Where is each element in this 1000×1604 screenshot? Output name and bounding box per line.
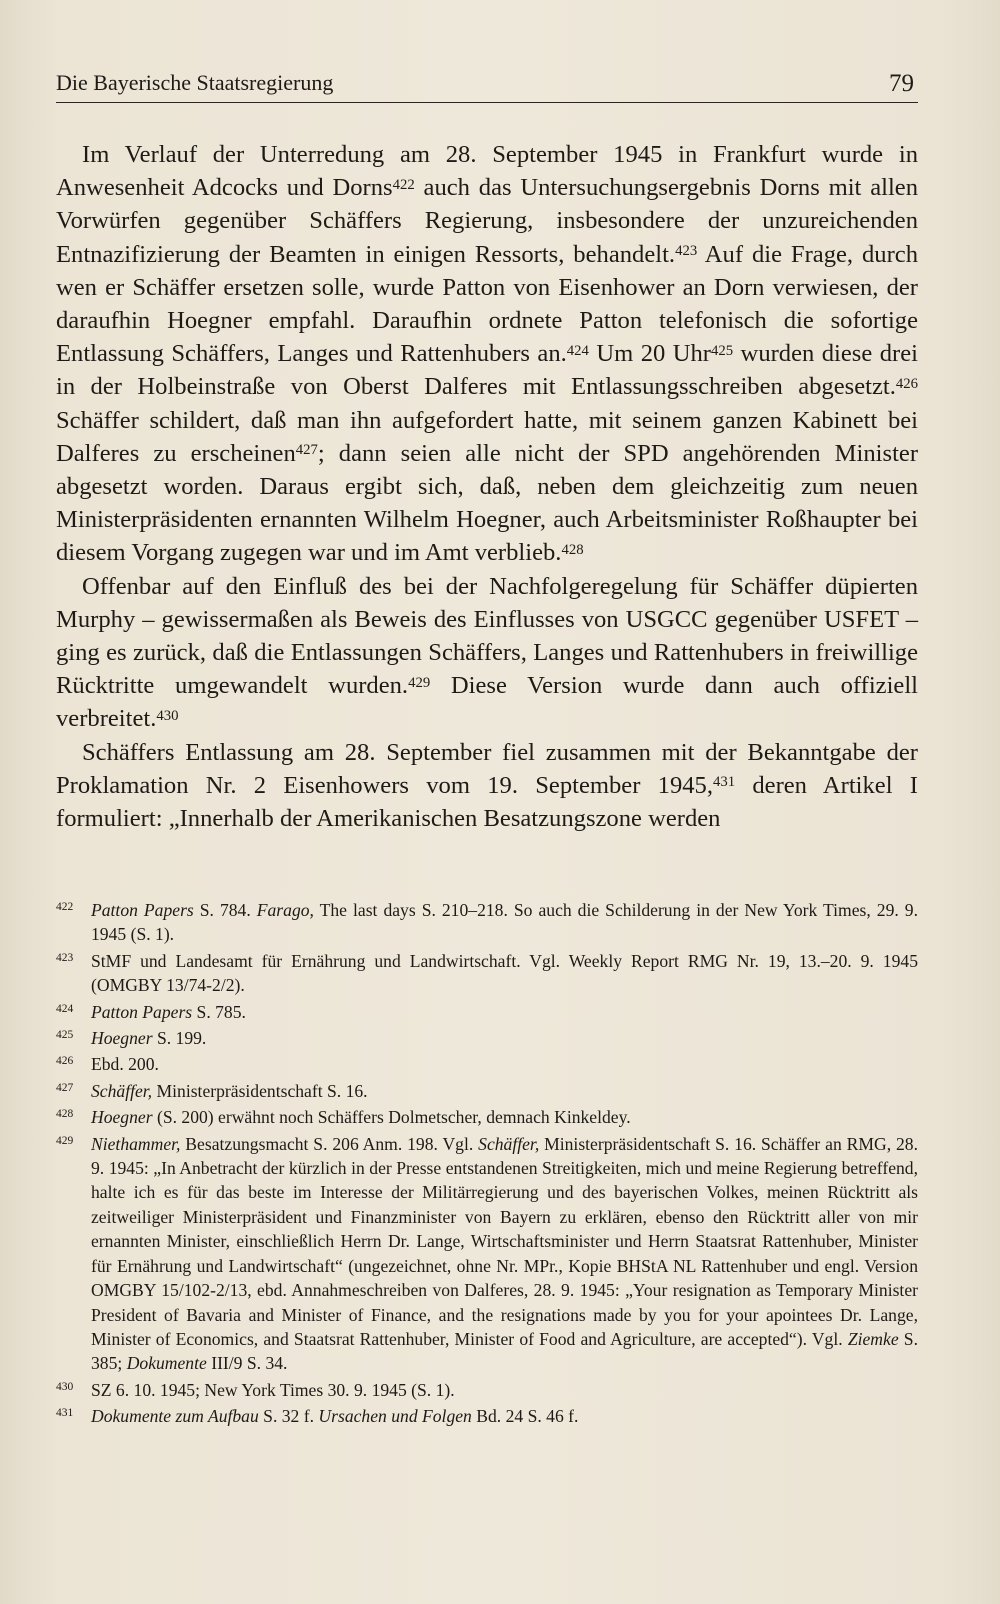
footnote-number: 424 [56, 1002, 74, 1015]
footnote [56, 1378, 918, 1402]
footnote-reference: 423 [675, 242, 698, 259]
footnote [56, 1052, 918, 1076]
text-run: (S. 200) erwähnt noch Schäffers Dolmetscher, demnach Kinkeldey. [152, 1107, 631, 1128]
footnote-reference: 426 [895, 375, 918, 392]
italic-text: Farago, [256, 900, 314, 920]
text-run: ; dann seien alle nicht der SPD angehörenden Minister abgesetzt worden. Daraus ergibt sich, daß, neben dem gleichzeitig zum neuen Ministerpräsidenten ernannten Wilhelm Hoegner, auch Arbeitsminister Roßhaupter bei diesem Vorgang zugegen war und im Amt verblieb. [56, 439, 919, 567]
page-number: 79 [889, 70, 914, 97]
paragraph [56, 736, 918, 836]
footnote-number: 431 [56, 1407, 74, 1420]
text-run: Diese Version wurde dann auch offiziell verbreitet. [56, 672, 919, 733]
text-run: Ministerpräsidentschaft S. 16. Schäffer an RMG, 28. 9. 1945: „In Anbetracht der kürzlich in der Presse entstandenen Streitigkeiten, mich und meine Regierung betreffend, halte ich es für das beste im Interesse der Militärregierung und des bayerischen Volkes, meinen Rücktritt als zeitweiliger Ministerpräsident und Finanzminister von Bayern zu erklären, ebenso den Rücktritt aller von mir ernannten Minister, einschließlich Herrn Dr. Lange, Wirtschaftsminister und Herrn Staatsrat Rattenhuber, Minister für Ernährung und Landwirtschaft“ (ungezeichnet, ohne Nr. MPr., Kopie BHStA NL Rattenhuber und engl. Version OMGBY 15/102-2/13, ebd. Annahmeschreiben von Dalferes, 28. 9. 1945: „Your resignation as Temporary Minister President of Bavaria and Minister of Finance, and the resignations made by you for your apointees Dr. Lange, Minister of Economics, and Staatsrat Rattenhuber, Minister of Food and Agriculture, are accepted“). Vgl. [91, 1133, 918, 1349]
text-run: StMF und Landesamt für Ernährung und Landwirtschaft. Vgl. Weekly Report RMG Nr. 19, 13.–20. 9. 1945 (OMGBY 13/74-2/2). [91, 950, 918, 996]
footnote-reference: 424 [566, 342, 589, 359]
italic-text: Schäffer, [91, 1080, 153, 1101]
text-run: deren Artikel I formuliert: „Innerhalb der Amerikanischen Besatzungszone werden [56, 771, 918, 833]
footnote-number: 428 [56, 1108, 74, 1121]
footnote [56, 1000, 918, 1024]
footnote-number: 425 [56, 1029, 74, 1042]
paragraph [56, 570, 918, 736]
text-run: Bd. 24 S. 46 f. [471, 1406, 579, 1427]
text-run: Im Verlauf der Unterredung am 28. September 1945 in Frankfurt wurde in Anwesenheit Adcocks und Dorns [56, 141, 918, 202]
footnote-number: 426 [56, 1055, 74, 1068]
footnote-reference: 427 [295, 442, 318, 459]
main-text [56, 138, 918, 835]
footnote-reference: 425 [710, 342, 734, 359]
footnote-number: 429 [56, 1134, 74, 1147]
text-run: The last days S. 210–218. So auch die Schilderung in der New York Times, 29. 9. 1945 (S. 1). [91, 900, 918, 945]
italic-text: Patton Papers [91, 900, 194, 920]
footnote-reference: 430 [156, 707, 179, 724]
text-run: wurden diese drei in der Holbeinstraße von Oberst Dalferes mit Entlassungsschreiben abgesetzt. [56, 340, 918, 401]
text-run: Besatzungsmacht S. 206 Anm. 198. Vgl. [180, 1133, 479, 1154]
footnote-reference: 428 [561, 541, 584, 558]
italic-text: Dokumente [126, 1353, 207, 1374]
text-run: Schäffers Entlassung am 28. September fiel zusammen mit der Bekanntgabe der Proklamation Nr. 2 Eisenhowers vom 19. September 1945, [56, 738, 918, 799]
text-run: SZ 6. 10. 1945; New York Times 30. 9. 1945 (S. 1). [91, 1379, 455, 1400]
italic-text: Ziemke [847, 1328, 899, 1349]
footnote [56, 949, 918, 998]
footnote [56, 1132, 918, 1376]
text-run: Ministerpräsidentschaft S. 16. [152, 1080, 368, 1101]
italic-text: Hoegner [91, 1028, 153, 1049]
text-run: S. 785. [192, 1001, 246, 1022]
text-run: S. 199. [152, 1028, 207, 1049]
footnote-reference: 429 [408, 674, 431, 691]
italic-text: Ursachen und Folgen [318, 1406, 472, 1427]
italic-text: Hoegner [91, 1107, 153, 1128]
italic-text: Niethammer, [91, 1133, 181, 1154]
text-run: Schäffer schildert, daß man ihn aufgefordert hatte, mit seinem ganzen Kabinett bei Dalferes zu erscheinen [56, 406, 918, 467]
text-run: S. 32 f. [258, 1406, 319, 1427]
text-run: Auf die Frage, durch wen er Schäffer ersetzen solle, wurde Patton von Eisenhower an Dorn verwiesen, der daraufhin Hoegner empfahl. Daraufhin ordnete Patton telefonisch die sofortige Entlassung Schäffers, Langes und Rattenhubers an. [56, 240, 918, 368]
footnote [56, 898, 918, 947]
text-run: Ebd. 200. [91, 1054, 159, 1075]
footnotes [56, 898, 918, 1431]
text-run: auch das Untersuchungsergebnis Dorns mit allen Vorwürfen gegenüber Schäffers Regierung, insbesondere der unzureichenden Entnazifizierung der Beamten in einigen Ressorts, behandelt. [56, 174, 919, 268]
footnote-number: 427 [56, 1081, 74, 1094]
footnote [56, 1026, 918, 1050]
running-header [56, 66, 918, 103]
italic-text: Dokumente zum Aufbau [91, 1406, 259, 1427]
italic-text: Patton Papers [91, 1001, 193, 1022]
footnote-reference: 431 [712, 774, 736, 791]
footnote [56, 1079, 918, 1103]
text-run: III/9 S. 34. [206, 1353, 288, 1374]
text-run: Um 20 Uhr [588, 340, 711, 368]
paragraph [56, 138, 918, 570]
text-run: S. 385; [91, 1328, 918, 1374]
footnote [56, 1404, 918, 1428]
footnote-number: 423 [56, 951, 74, 964]
footnote [56, 1105, 918, 1129]
text-run: S. 784. [193, 900, 257, 920]
footnote-number: 422 [56, 901, 74, 913]
running-title: Die Bayerische Staatsregierung [56, 70, 334, 95]
footnote-number: 430 [56, 1380, 74, 1393]
italic-text: Schäffer, [478, 1133, 540, 1154]
text-run: Offenbar auf den Einfluß des bei der Nachfolgeregelung für Schäffer düpierten Murphy – gewissermaßen als Beweis des Einflusses von USGCC gegenüber USFET – ging es zurück, daß die Entlassungen Schäffers, Langes und Rattenhubers in freiwillige Rücktritte umgewandelt wurden. [56, 572, 918, 700]
footnote-reference: 422 [392, 176, 415, 193]
